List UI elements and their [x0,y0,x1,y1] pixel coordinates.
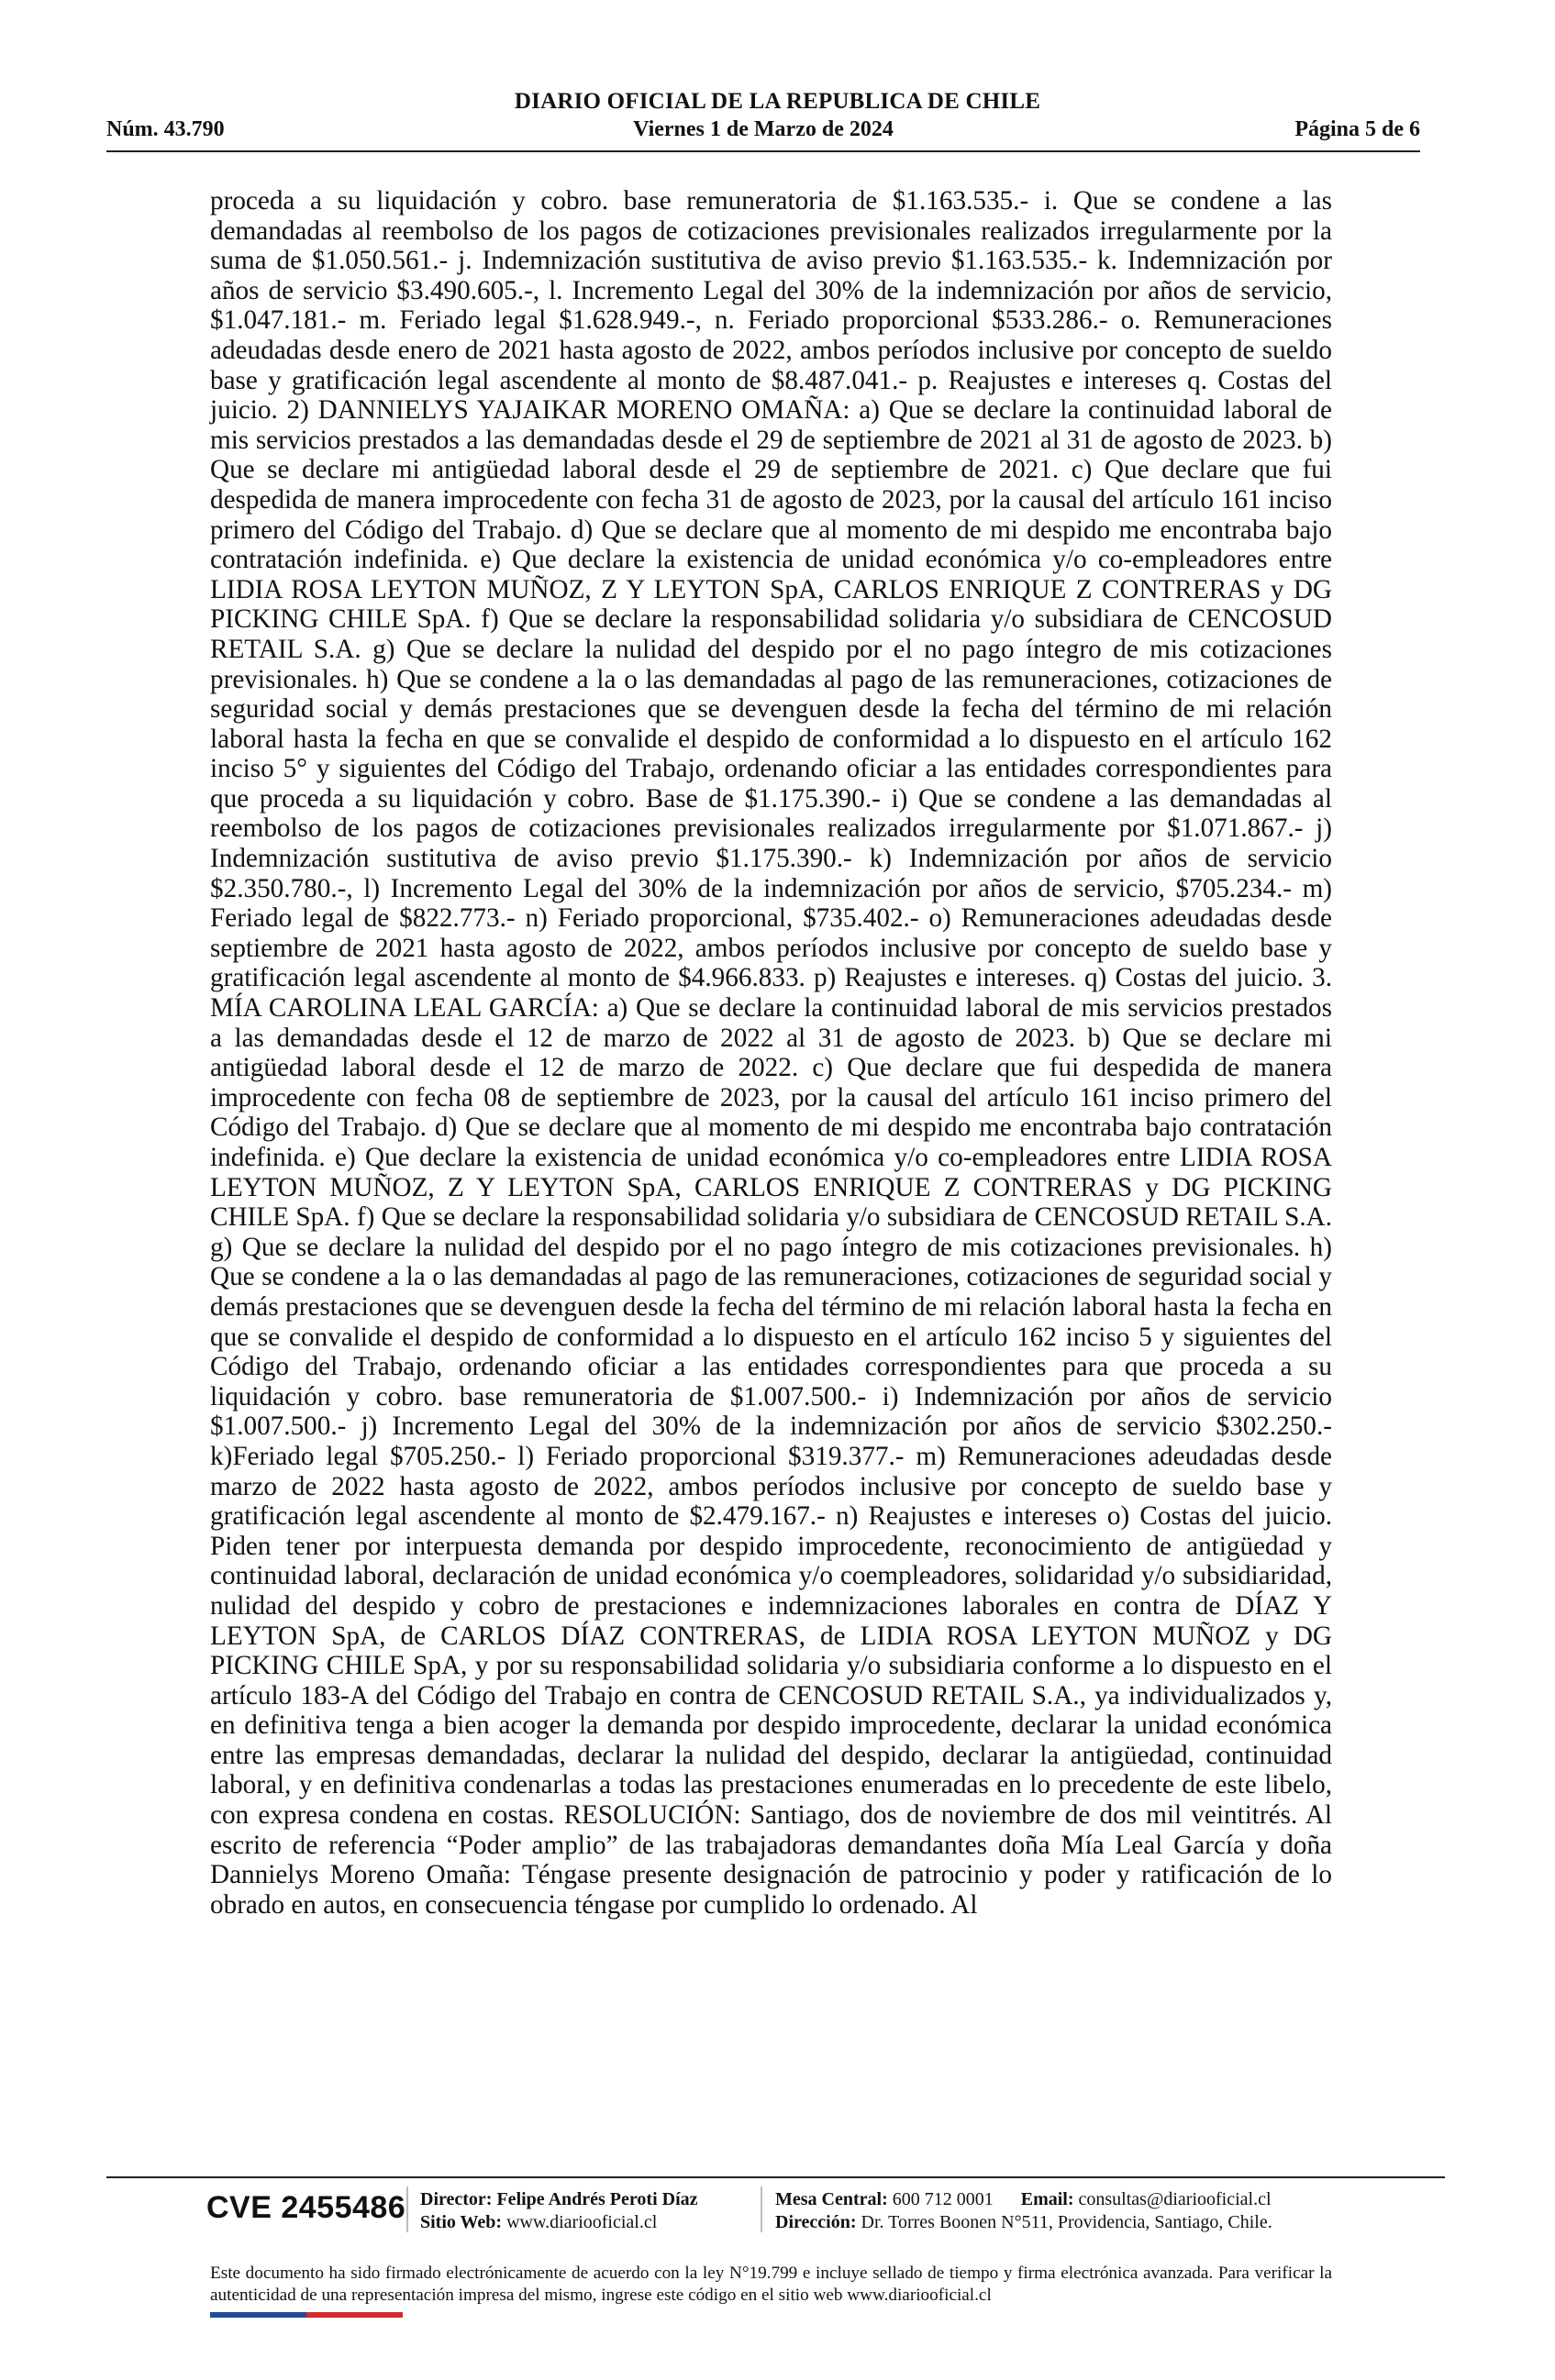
director-name: Felipe Andrés Peroti Díaz [496,2189,698,2209]
footer-divider [106,2176,1445,2178]
email-label: Email: [1020,2189,1074,2209]
address-label: Dirección: [775,2212,857,2232]
phone-number: 600 712 0001 [892,2189,994,2209]
footer-separator [406,2186,408,2232]
footer-contact-left [420,2188,698,2234]
page-number: Página 5 de 6 [1294,117,1420,141]
website-link[interactable]: www.diariooficial.cl [506,2212,658,2232]
chile-flag-stripe [210,2312,403,2318]
flag-blue-segment [210,2312,306,2318]
director-label: Director: [420,2189,493,2209]
phone-email-line [775,2188,1272,2211]
issue-number: Núm. 43.790 [106,117,225,141]
email-link[interactable]: consultas@diariooficial.cl [1078,2189,1272,2209]
phone-label: Mesa Central: [775,2189,888,2209]
issue-date: Viernes 1 de Marzo de 2024 [633,117,894,141]
header-divider [106,150,1420,152]
legal-notice: Este documento ha sido firmado electrónicamente de acuerdo con la ley N°19.799 e incluye sellado de tiempo y firma electrónica avanzada. Para verificar la autenticidad de una representación impresa del mismo, ingrese este código en el sitio web www.diariooficial.cl [210,2264,1332,2305]
publication-title: DIARIO OFICIAL DE LA REPUBLICA DE CHILE [514,89,1041,114]
website-line [420,2211,698,2234]
document-body [210,186,1332,1920]
header-row [106,117,1420,147]
cve-code: CVE 2455486 [206,2190,406,2225]
flag-red-segment [306,2312,403,2318]
body-paragraph: proceda a su liquidación y cobro. base remuneratoria de $1.163.535.- i. Que se condene a las demandadas al reembolso de los pagos de cotizaciones previsionales realizados irregularmente por la suma de $1.050.561.- j. Indemnización sustitutiva de aviso previo $1.163.535.- k. Indemnización por años de servicio $3.490.605.-, l. Incremento Legal del 30% de la indemnización por años de servicio, $1.047.181.- m. Feriado legal $1.628.949.-, n. Feriado proporcional $533.286.- o. Remuneraciones adeudadas desde enero de 2021 hasta agosto de 2022, ambos períodos inclusive por concepto de sueldo base y gratificación legal ascendente al monto de $8.487.041.- p. Reajustes e intereses q. Costas del juicio. 2) DANNIELYS YAJAIKAR MORENO OMAÑA: a) Que se declare la continuidad laboral de mis servicios prestados a las demandadas desde el 29 de septiembre de 2021 al 31 de agosto de 2023. b) Que se declare mi antigüedad laboral desde el 29 de septiembre de 2021. c) Que declare que fui despedida de manera improcedente con fecha 31 de agosto de 2023, por la causal del artículo 161 inciso primero del Código del Trabajo. d) Que se declare que al momento de mi despido me encontraba bajo contratación indefinida. e) Que declare la existencia de unidad económica y/o co-empleadores entre LIDIA ROSA LEYTON MUÑOZ, Z Y LEYTON SpA, CARLOS ENRIQUE Z CONTRERAS y DG PICKING CHILE SpA. f) Que se declare la responsabilidad solidaria y/o subsidiara de CENCOSUD RETAIL S.A. g) Que se declare la nulidad del despido por el no pago íntegro de mis cotizaciones previsionales. h) Que se condene a la o las demandadas al pago de las remuneraciones, cotizaciones de seguridad social y demás prestaciones que se devenguen desde la fecha del término de mi relación laboral hasta la fecha en que se convalide el despido de conformidad a lo dispuesto en el artículo 162 inciso 5° y siguientes del Código del Trabajo, ordenando oficiar a las entidades correspondientes para que proceda a su liquidación y cobro. Base de $1.175.390.- i) Que se condene a las demandadas al reembolso de los pagos de cotizaciones previsionales realizados irregularmente por $1.071.867.- j) Indemnización sustitutiva de aviso previo $1.175.390.- k) Indemnización por años de servicio $2.350.780.-, l) Incremento Legal del 30% de la indemnización por años de servicio, $705.234.- m) Feriado legal de $822.773.- n) Feriado proporcional, $735.402.- o) Remuneraciones adeudadas desde septiembre de 2021 hasta agosto de 2022, ambos períodos inclusive por concepto de sueldo base y gratificación legal ascendente al monto de $4.966.833. p) Reajustes e intereses. q) Costas del juicio. 3. MÍA CAROLINA LEAL GARCÍA: a) Que se declare la continuidad laboral de mis servicios prestados a las demandadas desde el 12 de marzo de 2022 al 31 de agosto de 2023. b) Que se declare mi antigüedad laboral desde el 12 de marzo de 2022. c) Que declare que fui despedida de manera improcedente con fecha 08 de septiembre de 2023, por la causal del artículo 161 inciso primero del Código del Trabajo. d) Que se declare que al momento de mi despido me encontraba bajo contratación indefinida. e) Que declare la existencia de unidad económica y/o co-empleadores entre LIDIA ROSA LEYTON MUÑOZ, Z Y LEYTON SpA, CARLOS ENRIQUE Z CONTRERAS y DG PICKING CHILE SpA. f) Que se declare la responsabilidad solidaria y/o subsidiara de CENCOSUD RETAIL S.A. g) Que se declare la nulidad del despido por el no pago íntegro de mis cotizaciones previsionales. h) Que se condene a la o las demandadas al pago de las remuneraciones, cotizaciones de seguridad social y demás prestaciones que se devenguen desde la fecha del término de mi relación laboral hasta la fecha en que se convalide el despido de conformidad a lo dispuesto en el artículo 162 inciso 5 y siguientes del Código del Trabajo, ordenando oficiar a las entidades correspondientes para que proceda a su liquidación y cobro. base remuneratoria de $1.007.500.- i) Indemnización por años de servicio $1.007.500.- j) Incremento Legal del 30% de la indemnización por años de servicio $302.250.- k)Feriado legal $705.250.- l) Feriado proporcional $319.377.- m) Remuneraciones adeudadas desde marzo de 2022 hasta agosto de 2022, ambos períodos inclusive por concepto de sueldo base y gratificación legal ascendente al monto de $2.479.167.- n) Reajustes e intereses o) Costas del juicio. Piden tener por interpuesta demanda por despido improcedente, reconocimiento de antigüedad y continuidad laboral, declaración de unidad económica y/o coempleadores, solidaridad y/o subsidiaridad, nulidad del despido y cobro de prestaciones e indemnizaciones laborales en contra de DÍAZ Y LEYTON SpA, de CARLOS DÍAZ CONTRERAS, de LIDIA ROSA LEYTON MUÑOZ y DG PICKING CHILE SpA, y por su responsabilidad solidaria y/o subsidiaria conforme a lo dispuesto en el artículo 183-A del Código del Trabajo en contra de CENCOSUD RETAIL S.A., ya individualizados y, en definitiva tenga a bien acoger la demanda por despido improcedente, declarar la unidad económica entre las empresas demandadas, declarar la nulidad del despido, declarar la antigüedad, continuidad laboral, y en definitiva condenarlas a todas las prestaciones enumeradas en lo precedente de este libelo, con expresa condena en costas. RESOLUCIÓN: Santiago, dos de noviembre de dos mil veintitrés. Al escrito de referencia “Poder amplio” de las trabajadoras demandantes doña Mía Leal García y doña Dannielys Moreno Omaña: Téngase presente designación de patrocinio y poder y ratificación de lo obrado en autos, en consecuencia téngase por cumplido lo ordenado. Al [210,186,1332,1920]
director-line [420,2188,698,2211]
website-label: Sitio Web: [420,2212,503,2232]
footer-separator [761,2186,762,2232]
address-line [775,2211,1272,2234]
footer-contact-right [775,2188,1272,2234]
address-text: Dr. Torres Boonen N°511, Providencia, Santiago, Chile. [861,2212,1272,2232]
